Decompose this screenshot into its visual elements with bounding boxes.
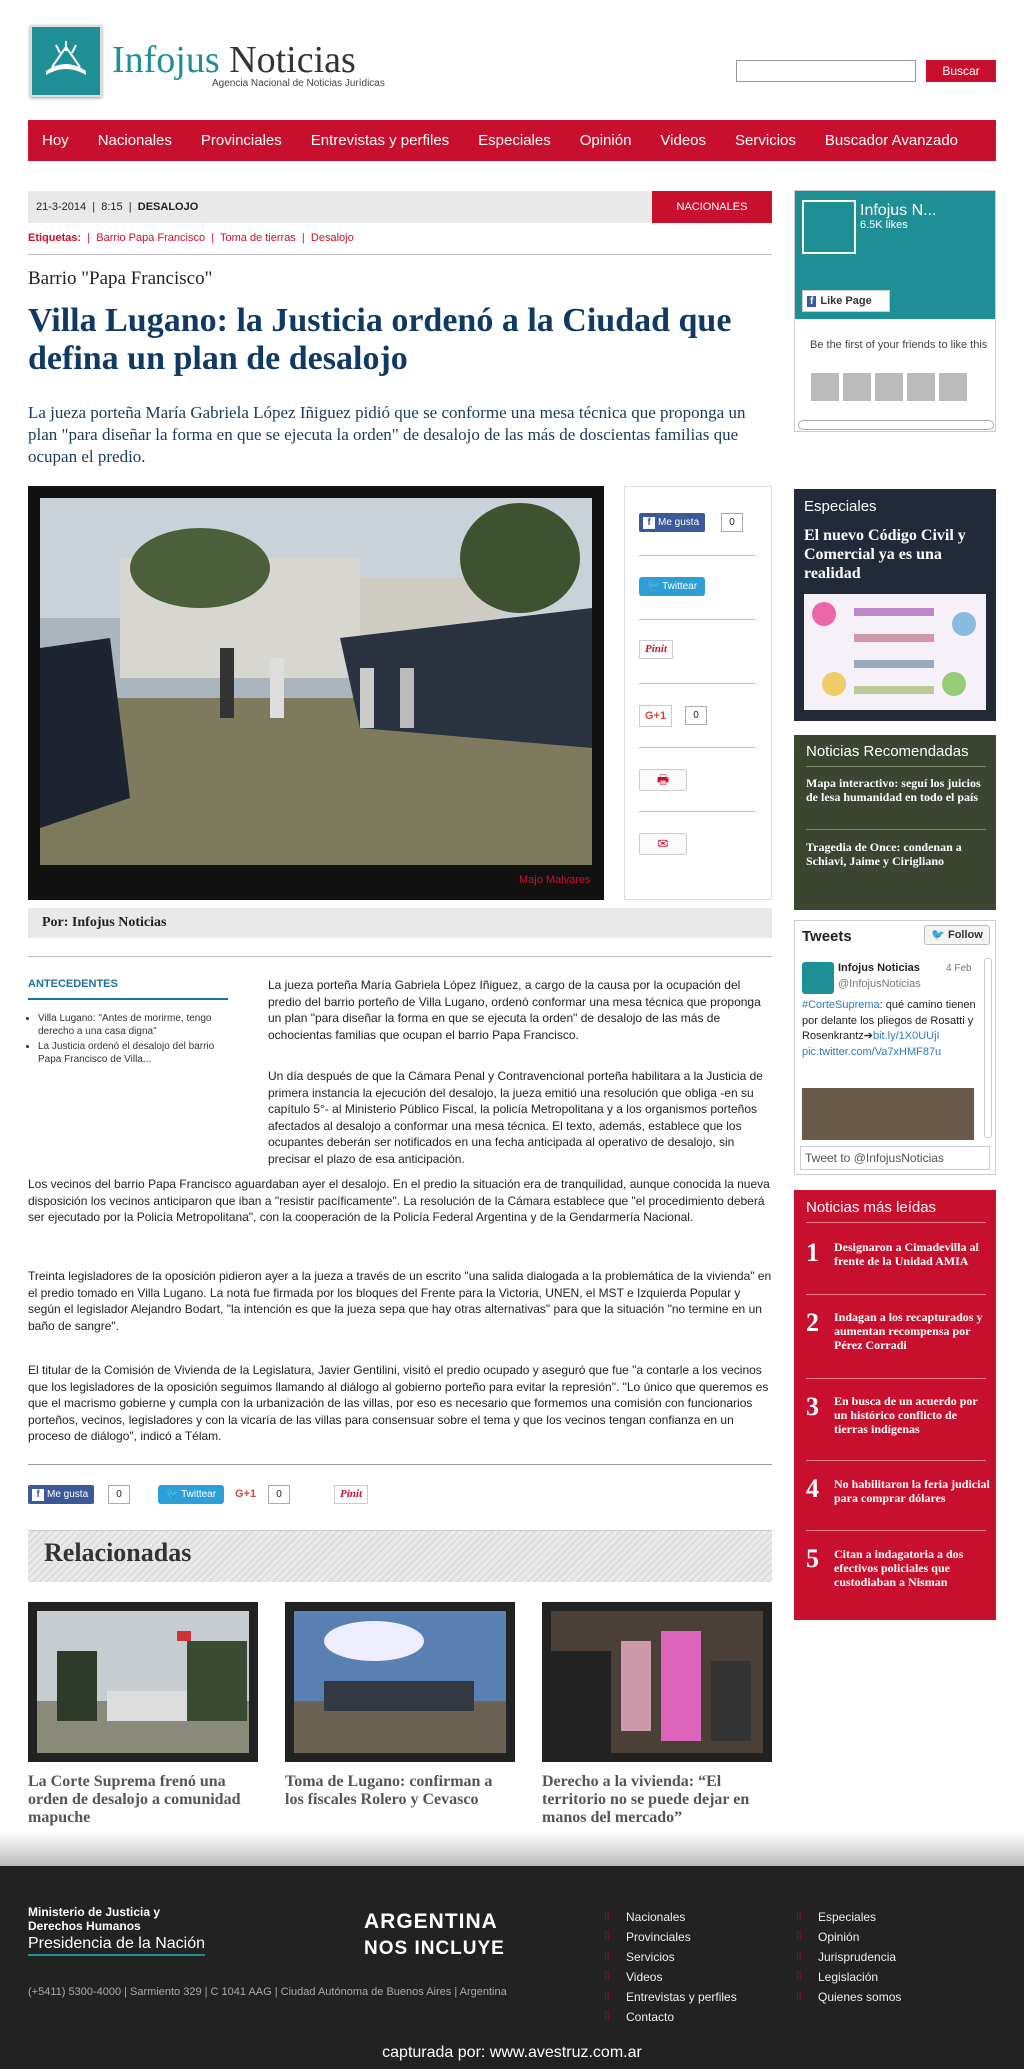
- recomendada-link[interactable]: Mapa interactivo: seguí los juicios de lesa humanidad en todo el país: [806, 776, 981, 804]
- main-nav: [28, 120, 996, 161]
- recomendadas-box: [794, 735, 996, 910]
- tweet-link[interactable]: pic.twitter.com/Va7xHMF87u: [802, 1045, 942, 1058]
- especiales-title[interactable]: El nuevo Código Civil y Comercial ya es una realidad: [804, 527, 966, 582]
- footer-link[interactable]: ⁞⁞ Entrevistas y perfiles: [600, 1987, 737, 2007]
- recomendada-link[interactable]: Tragedia de Once: condenan a Schiavi, Jaime y Cirigliano: [806, 840, 962, 868]
- argentina-slogan: ARGENTINA: [364, 1910, 498, 1933]
- article-kicker: Barrio "Papa Francisco": [28, 268, 213, 289]
- footer-links-col1: [600, 1907, 737, 2027]
- share-panel: [624, 486, 772, 900]
- article-author: Por: Infojus Noticias: [28, 908, 772, 938]
- nav-nacionales[interactable]: Nacionales: [97, 132, 172, 149]
- like-count: 0: [108, 1485, 130, 1504]
- google-plus-button[interactable]: G+1: [230, 1484, 261, 1506]
- follow-label: Follow: [947, 929, 983, 941]
- paragraph: Treinta legisladores de la oposición pidieron ayer a la jueza a través de un escrito "una salida dialogada a la problemática de la vivienda" en el predio tomado en Villa Lugano. La nota fue firmada por los bloques del Frente para la Victoria, UNEN, el MST e Izquierda Popular y según el legislador Alejandro Bodart, "la intención es que la jueza sepa que hay otras alternativas" para que la situación "no termine en un baño de sangre".: [28, 1269, 772, 1333]
- article-date: 21-3-2014: [36, 201, 87, 213]
- paragraph: Un día después de que la Cámara Penal y Contravencional porteña habilitara a la Justicia de primera instancia la ejecución del desalojo, la jueza emitió una resolución que obliga -en su capítulo 5°- al Ministerio Público Fiscal, la policía Metropolitana y a los organismos porteños afectados al desalojo a conformar una mesa técnica. El texto, además, establece que los ocupantes deberán ser notificados en una fecha anticipada al operativo de desalojo, sin precisar el plazo de esa anticipación.: [268, 1069, 763, 1166]
- tags-label: Etiquetas:: [28, 232, 82, 244]
- tweet-label: Twittear: [181, 1489, 217, 1500]
- antecedente-link[interactable]: • La Justicia ordenó el desalojo del barrio Papa Francisco de Villa...: [38, 1040, 238, 1066]
- related-title: Relacionadas: [44, 1538, 192, 1567]
- divider: [806, 1222, 986, 1223]
- related-caption[interactable]: Derecho a la vivienda: “El territorio no se puede dejar en manos del mercado”: [542, 1773, 750, 1826]
- facebook-page-avatar[interactable]: [802, 200, 856, 254]
- rank-number: 4: [806, 1474, 819, 1503]
- tweet-link[interactable]: bit.ly/1X0UUjI: [872, 1030, 940, 1042]
- article-meta: 21-3-2014 | 8:15 | DESALOJO: [28, 191, 772, 223]
- related-caption[interactable]: La Corte Suprema frenó una orden de desalojo a comunidad mapuche: [28, 1773, 241, 1826]
- tweet-to-input[interactable]: Tweet to @InfojusNoticias: [800, 1146, 990, 1170]
- paragraph: El titular de la Comisión de Vivienda de la Legislatura, Javier Gentilini, visitó el predio ocupado y aseguró que fue "a contarle a los vecinos que los legisladores de la oposición seguimos llamando al diálogo al gobierno porteño para evitar la represión". "Lo único que queremos es que el macrismo gobierne y cumpla con la urbanización de las villas, por eso es necesario que formemos una comisión con funcionarios porteños, vecinos, legisladores y con la vicaría de las villas para consensuar sobre el tema y que los vecinos tengan confianza en un proceso de diálogo", indicó a Télam.: [28, 1363, 769, 1443]
- nav-videos[interactable]: Videos: [660, 132, 707, 149]
- friend-avatar[interactable]: [874, 372, 904, 402]
- especiales-label: Especiales: [804, 498, 877, 515]
- twitter-bird-icon: 🐦: [931, 929, 945, 941]
- logo-icon[interactable]: [30, 25, 102, 97]
- nav-hoy[interactable]: Hoy: [42, 132, 69, 149]
- pinterest-button[interactable]: Pinit: [639, 640, 673, 659]
- facebook-friends-text: Be the first of your friends to like this: [810, 339, 988, 351]
- rank-number: 3: [806, 1392, 819, 1421]
- nav-opinion[interactable]: Opinión: [579, 132, 632, 149]
- article-photo: [40, 498, 592, 865]
- divider: [28, 254, 772, 255]
- divider: [28, 1464, 772, 1465]
- nav-especiales[interactable]: Especiales: [478, 132, 551, 149]
- paragraph: La jueza porteña María Gabriela López Iñiguez, a cargo de la causa por la ocupación del predio del barrio porteño de Villa Lugano, ordenó conformar una mesa técnica que proponga un plan "para diseñar la forma en que se ejecuta la orden" de desalojo de las más de ochocientas familias que ocupan el barrio Papa Francisco.: [268, 978, 761, 1042]
- footer-links-col2: [792, 1907, 901, 2007]
- footer-link[interactable]: ⁞⁞ Contacto: [600, 2007, 737, 2027]
- logo-subtitle: Agencia Nacional de Noticias Jurídicas: [212, 78, 385, 89]
- like-label: Me gusta: [47, 1489, 89, 1500]
- divider: [639, 619, 755, 620]
- tags: Etiquetas: | Barrio Papa Francisco | Toma de tierras | Desalojo: [28, 232, 354, 244]
- tweet-button[interactable]: 🐦 Twittear: [639, 577, 705, 596]
- tweet-body: : qué camino tienen por delante los pliegos de Rosatti y Rosenkrantz➔: [802, 999, 976, 1042]
- presidency-name[interactable]: Presidencia de la Nación: [28, 1935, 205, 1956]
- mas-leida-link[interactable]: Indagan a los recapturados y aumentan recompensa por Pérez Corradi: [834, 1310, 983, 1352]
- vertical-scrollbar[interactable]: [984, 958, 992, 1138]
- divider: [639, 683, 755, 684]
- mas-leida-link[interactable]: Designaron a Cimadevilla al frente de la Unidad AMIA: [834, 1240, 979, 1268]
- tweet-button[interactable]: 🐦 Twittear: [158, 1485, 224, 1504]
- facebook-icon: f: [32, 1489, 44, 1501]
- footer-link[interactable]: ⁞⁞ Opinión: [792, 1927, 901, 1947]
- tweet-date[interactable]: 4 Feb: [946, 963, 972, 974]
- tag-link[interactable]: Desalojo: [310, 232, 354, 244]
- facebook-icon: f: [807, 296, 816, 307]
- tweet-hashtag[interactable]: #CorteSuprema: [802, 999, 880, 1011]
- facebook-like-button[interactable]: [639, 513, 705, 532]
- like-label: Me gusta: [658, 517, 700, 528]
- email-button[interactable]: [639, 833, 687, 855]
- photo-credit: Majo Malvares: [519, 874, 591, 886]
- divider: [806, 766, 986, 767]
- rank-number: 5: [806, 1544, 819, 1573]
- footer-link[interactable]: ⁞⁞ Videos: [600, 1967, 737, 1987]
- nav-servicios[interactable]: Servicios: [735, 132, 796, 149]
- paragraph: Los vecinos del barrio Papa Francisco aguardaban ayer el desalojo. En el predio la situación era de tranquilidad, aunque conocida la nueva disposición los vecinos anticiparon que iban a "resistir pacíficamente". La resolución de la Cámara establece que "el procedimiento deberá ser ejecutado por la Policía Metropolitana", con la cooperación de la Policía Federal Argentina y de la Gendarmería Nacional.: [28, 1177, 770, 1224]
- nav-buscador[interactable]: Buscador Avanzado: [824, 132, 959, 149]
- twitter-avatar[interactable]: [802, 962, 834, 994]
- facebook-like-page-button[interactable]: [802, 290, 890, 312]
- section-badge[interactable]: NACIONALES: [652, 191, 772, 223]
- incluye-slogan: NOS INCLUYE: [364, 1938, 505, 1959]
- rank-number: 1: [806, 1238, 819, 1267]
- mas-leidas-label: Noticias más leídas: [806, 1199, 937, 1216]
- article-lead: La jueza porteña María Gabriela López Iñiguez pidió que se conforme una mesa técnica que proponga un plan "para diseñar la forma en que se ejecuta la orden" de desalojo de las más de doscientas familias que ocupan el predio.: [28, 403, 746, 466]
- pinterest-button[interactable]: Pinit: [334, 1485, 368, 1504]
- envelope-icon: ✉: [657, 836, 669, 851]
- footer-link[interactable]: ⁞⁞ Especiales: [792, 1907, 901, 1927]
- especiales-image[interactable]: [804, 594, 986, 710]
- search-button[interactable]: Buscar: [926, 60, 996, 82]
- facebook-likes: 6.5K likes: [860, 219, 908, 231]
- tag-link[interactable]: Toma de tierras: [220, 232, 296, 244]
- capture-credit: capturada por: www.avestruz.com.ar: [382, 2044, 642, 2061]
- friend-avatar[interactable]: [810, 372, 840, 402]
- tweets-label: Tweets: [802, 928, 852, 945]
- footer-link[interactable]: ⁞⁞ Nacionales: [600, 1907, 737, 1927]
- divider: [806, 1294, 986, 1295]
- footer-link[interactable]: ⁞⁞ Jurisprudencia: [792, 1947, 901, 1967]
- footer-link[interactable]: ⁞⁞ Quienes somos: [792, 1987, 901, 2007]
- article-topic: DESALOJO: [137, 201, 199, 213]
- footer-link[interactable]: ⁞⁞ Legislación: [792, 1967, 901, 1987]
- friend-avatar[interactable]: [842, 372, 872, 402]
- related-caption[interactable]: Toma de Lugano: confirman a los fiscales Rolero y Cevasco: [285, 1773, 493, 1808]
- facebook-like-button[interactable]: [28, 1485, 94, 1504]
- gplus-count: 0: [685, 706, 707, 725]
- divider: [28, 998, 228, 1000]
- google-plus-button[interactable]: G+1: [639, 705, 672, 727]
- gplus-count: 0: [268, 1485, 290, 1504]
- footer-link[interactable]: ⁞⁞ Provinciales: [600, 1927, 737, 1947]
- article-time: 8:15: [101, 201, 123, 213]
- divider: [806, 829, 986, 830]
- friend-avatar[interactable]: [938, 372, 968, 402]
- logo-title[interactable]: Infojus Noticias: [112, 39, 356, 81]
- nav-entrevistas[interactable]: Entrevistas y perfiles: [310, 132, 450, 149]
- antecedente-link[interactable]: • Villa Lugano: "Antes de morirme, tengo derecho a una casa digna": [38, 1012, 238, 1038]
- tweet-author[interactable]: Infojus Noticias: [838, 962, 920, 974]
- antecedentes-title: ANTECEDENTES: [28, 978, 118, 990]
- nav-provinciales[interactable]: Provinciales: [200, 132, 282, 149]
- divider: [639, 555, 755, 556]
- antecedentes-list: [38, 1012, 238, 1068]
- divider: [28, 956, 772, 957]
- divider: [806, 1530, 986, 1531]
- facebook-page-name[interactable]: Infojus N...: [860, 202, 937, 219]
- mas-leida-link[interactable]: No habilitaron la feria judicial para comprar dólares: [834, 1477, 990, 1505]
- tag-link[interactable]: Barrio Papa Francisco: [96, 232, 206, 244]
- footer-shadow: [0, 1832, 1024, 1866]
- print-button[interactable]: [639, 769, 687, 791]
- like-count: 0: [721, 513, 743, 532]
- related-image[interactable]: [294, 1611, 506, 1753]
- rank-number: 2: [806, 1308, 819, 1337]
- printer-icon: 🖶: [656, 772, 670, 787]
- horizontal-scrollbar[interactable]: [798, 420, 994, 430]
- footer-link[interactable]: ⁞⁞ Servicios: [600, 1947, 737, 1967]
- related-image[interactable]: [37, 1611, 249, 1753]
- search-input[interactable]: [736, 60, 916, 82]
- related-image[interactable]: [551, 1611, 763, 1753]
- ministry-name[interactable]: Ministerio de Justicia y Derechos Humanos: [28, 1905, 161, 1933]
- mas-leida-link[interactable]: En busca de un acuerdo por un histórico conflicto de tierras indígenas: [834, 1394, 978, 1436]
- divider: [806, 1460, 986, 1461]
- divider: [806, 1378, 986, 1379]
- friend-avatar[interactable]: [906, 372, 936, 402]
- tweet-image[interactable]: [802, 1088, 974, 1140]
- follow-button[interactable]: [924, 925, 990, 945]
- tweet-label: Twittear: [662, 581, 698, 592]
- recomendadas-label: Noticias Recomendadas: [806, 743, 969, 760]
- divider: [639, 747, 755, 748]
- tweet-handle[interactable]: @InfojusNoticias: [838, 978, 921, 990]
- like-page-label: Like Page: [820, 295, 872, 307]
- mas-leida-link[interactable]: Citan a indagatoria a dos efectivos policiales que custodiaban a Nisman: [834, 1547, 964, 1589]
- divider: [639, 811, 755, 812]
- tweet-text: [802, 998, 982, 1060]
- article-headline: Villa Lugano: la Justicia ordenó a la Ciudad que defina un plan de desalojo: [28, 302, 732, 377]
- facebook-icon: f: [643, 517, 655, 529]
- footer-address: (+5411) 5300-4000 | Sarmiento 329 | C 1041 AAG | Ciudad Autónoma de Buenos Aires | Argentina: [28, 1986, 507, 1998]
